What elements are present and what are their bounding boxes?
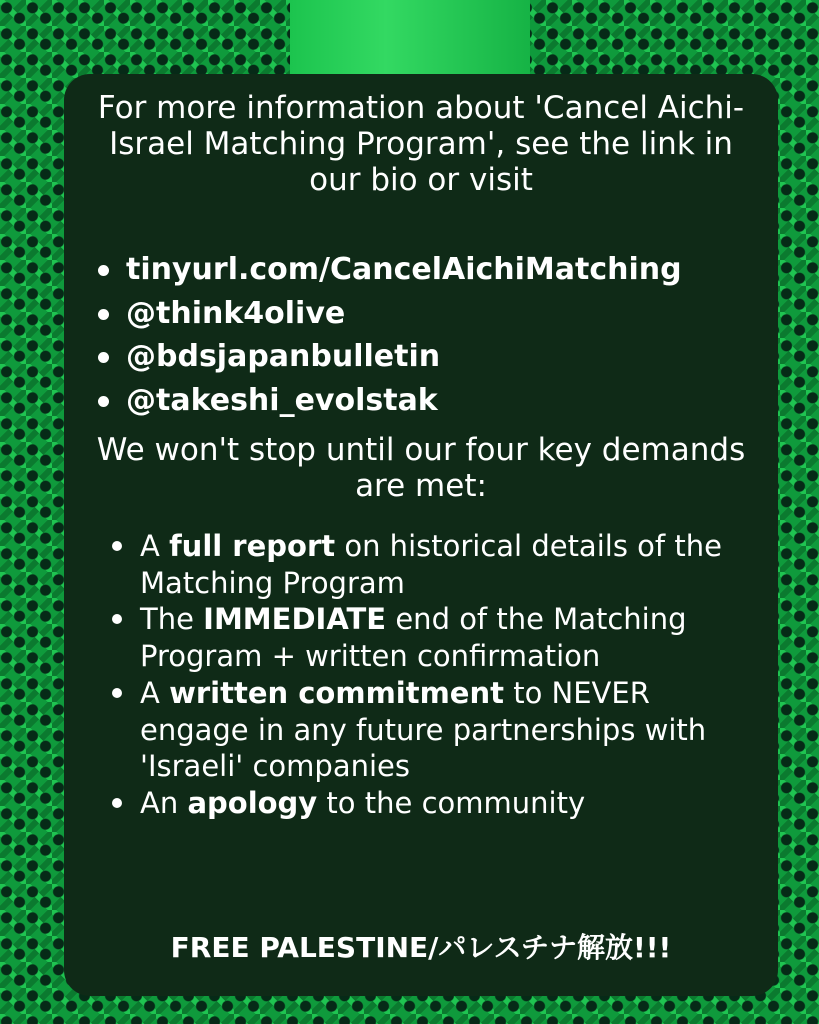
demand-suffix: to the community [317, 785, 586, 820]
link-text[interactable]: @think4olive [126, 295, 346, 331]
demand-item [110, 528, 740, 601]
demand-suffix: to NEVER engage in any future partnerships with 'Israeli' companies [140, 675, 707, 784]
demand-emphasis: IMMEDIATE [203, 602, 387, 637]
demand-item [110, 601, 740, 674]
bullet-icon [98, 265, 109, 276]
closing-slogan: FREE PALESTINE/パレスチナ解放!!! [170, 931, 672, 964]
link-text[interactable]: @bdsjapanbulletin [126, 339, 441, 374]
demand-prefix: A [140, 675, 170, 710]
link-item-bdsjapanbulletin[interactable] [94, 335, 682, 379]
demand-prefix: An [140, 785, 188, 820]
bullet-icon [112, 798, 122, 808]
link-text[interactable]: tinyurl.com/CancelAichiMatching [126, 252, 682, 287]
link-item-takeshi-evolstak[interactable] [94, 379, 682, 423]
demand-item [110, 785, 740, 822]
demand-emphasis: written commitment [169, 675, 504, 710]
intro-text: For more information about 'Cancel Aichi-Israel Matching Program', see the link in our bio or visit [97, 90, 745, 198]
link-list [94, 248, 682, 422]
demand-prefix: The [140, 602, 204, 637]
bullet-icon [98, 309, 109, 320]
demands-heading: We won't stop until our four key demands are met: [96, 432, 746, 504]
link-item-tinyurl[interactable] [94, 248, 682, 292]
demand-emphasis: full report [169, 529, 336, 563]
info-card [64, 74, 778, 996]
bullet-icon [112, 614, 122, 624]
bullet-icon [98, 396, 109, 407]
demand-suffix: end of the Matching Program + written confirmation [140, 602, 687, 674]
demand-item [110, 675, 740, 785]
bullet-icon [112, 541, 122, 551]
link-item-think4olive[interactable] [94, 292, 682, 336]
bullet-icon [98, 352, 109, 363]
link-text[interactable]: @takeshi_evolstak [126, 382, 438, 418]
demands-list [110, 528, 740, 822]
demand-suffix: on historical details of the Matching Program [140, 529, 722, 600]
demand-emphasis: apology [187, 785, 318, 820]
demand-prefix: A [140, 529, 170, 563]
bullet-icon [112, 688, 122, 698]
